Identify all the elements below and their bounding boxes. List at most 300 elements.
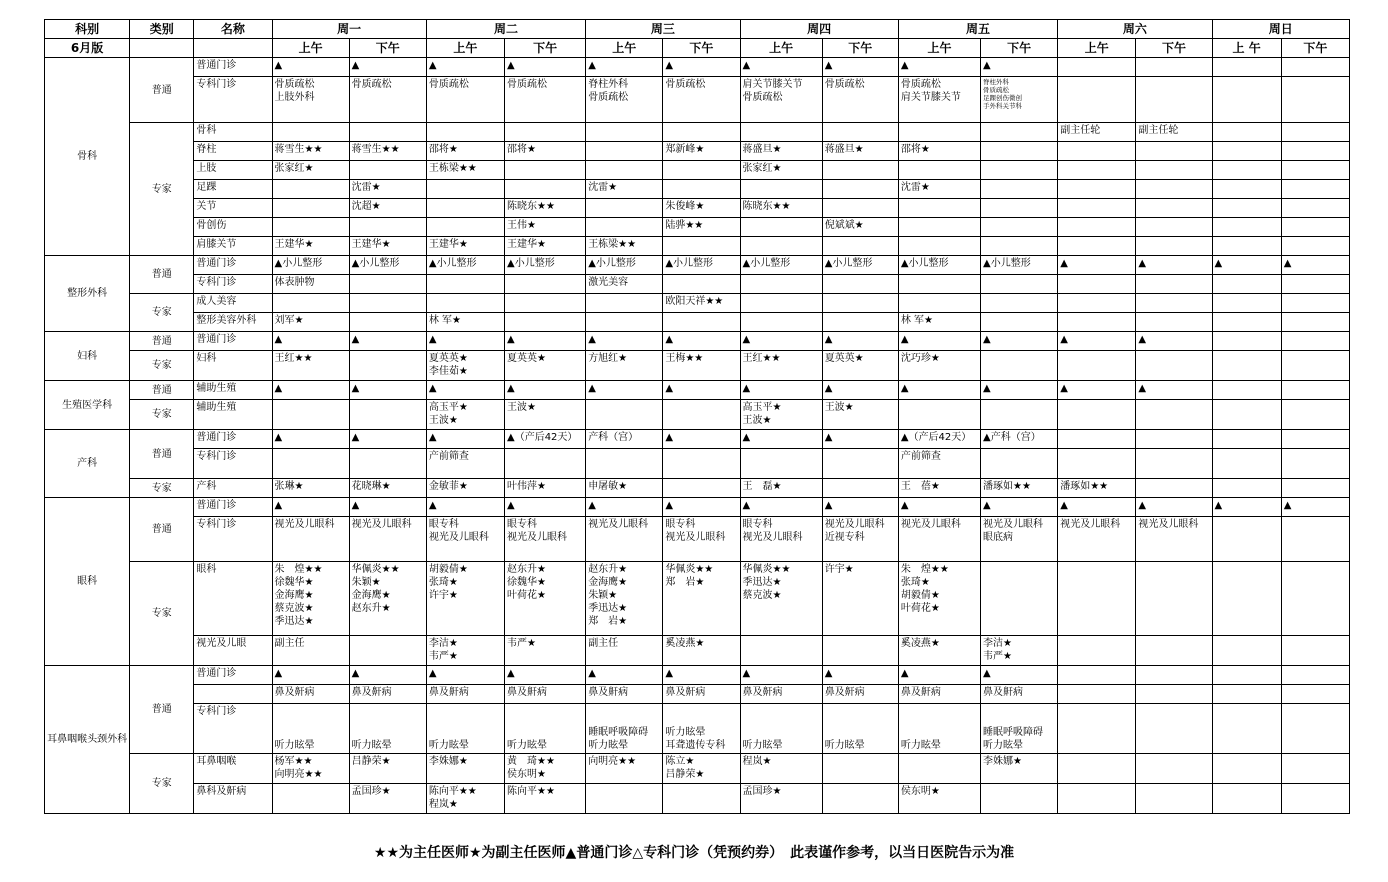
schedule-cell: ▲ — [349, 332, 426, 351]
schedule-cell: 鼻及鼾病 — [898, 685, 980, 704]
schedule-cell: 王红★★ — [272, 351, 349, 381]
schedule-cell: 听力眩晕 — [822, 704, 898, 754]
schedule-cell: 王红★★ — [740, 351, 822, 381]
schedule-cell: 听力眩晕 — [426, 704, 504, 754]
table-row — [45, 351, 1350, 381]
clinic-name-cell: 专科门诊 — [194, 704, 272, 754]
schedule-cell: ▲小儿整形 — [740, 256, 822, 275]
header-category: 类别 — [130, 20, 194, 39]
schedule-cell: ▲ — [1058, 381, 1136, 400]
clinic-name-cell: 耳鼻咽喉 — [194, 754, 272, 784]
schedule-cell — [1058, 180, 1136, 199]
schedule-cell: 视光及儿眼科 — [898, 517, 980, 562]
schedule-cell: 脊柱外科 骨质疏松 — [586, 77, 663, 123]
schedule-cell: ▲ — [272, 381, 349, 400]
schedule-cell: ▲ — [822, 381, 898, 400]
clinic-name-cell: 辅助生殖 — [194, 400, 272, 430]
schedule-cell: 王建华★ — [426, 237, 504, 256]
schedule-cell — [822, 449, 898, 479]
schedule-cell: ▲ — [586, 58, 663, 77]
schedule-cell — [349, 294, 426, 313]
schedule-cell: 鼻及鼾病 — [586, 685, 663, 704]
schedule-cell — [822, 123, 898, 142]
schedule-cell: 陈晓东★★ — [740, 199, 822, 218]
table-row — [45, 479, 1350, 498]
schedule-cell: 侯东明★ — [898, 784, 980, 814]
clinic-name-cell — [194, 685, 272, 704]
schedule-cell: 鼻及鼾病 — [822, 685, 898, 704]
schedule-cell — [898, 218, 980, 237]
schedule-cell — [505, 294, 586, 313]
category-cell: 普通 — [130, 498, 194, 562]
schedule-cell: ▲ — [740, 666, 822, 685]
schedule-cell — [740, 313, 822, 332]
schedule-cell — [1212, 479, 1281, 498]
schedule-cell: ▲ — [1136, 256, 1212, 275]
schedule-cell — [740, 275, 822, 294]
schedule-cell: 胡毅倩★ 张琦★ 许宇★ — [426, 562, 504, 636]
schedule-cell — [1058, 704, 1136, 754]
schedule-cell: 张家红★ — [272, 161, 349, 180]
schedule-cell: 鼻及鼾病 — [981, 685, 1058, 704]
schedule-cell: 视光及儿眼科 — [272, 517, 349, 562]
schedule-cell — [898, 754, 980, 784]
schedule-cell: 吕静荣★ — [349, 754, 426, 784]
schedule-cell: ▲ — [1281, 256, 1349, 275]
schedule-cell — [1212, 430, 1281, 449]
schedule-cell — [981, 400, 1058, 430]
schedule-cell: 视光及儿眼科 近视专科 — [822, 517, 898, 562]
schedule-cell — [663, 161, 740, 180]
schedule-cell: 陈向平★★ 程岚★ — [426, 784, 504, 814]
schedule-cell — [1212, 199, 1281, 218]
schedule-cell: 陈晓东★★ — [505, 199, 586, 218]
schedule-cell — [272, 449, 349, 479]
clinic-name-cell: 眼科 — [194, 562, 272, 636]
schedule-cell — [1281, 381, 1349, 400]
category-cell: 专家 — [130, 479, 194, 498]
schedule-cell: ▲ — [663, 498, 740, 517]
table-row — [45, 784, 1350, 814]
schedule-cell: ▲ — [822, 498, 898, 517]
table-row — [45, 400, 1350, 430]
schedule-cell: ▲ — [822, 430, 898, 449]
schedule-cell — [981, 784, 1058, 814]
schedule-cell — [1281, 77, 1349, 123]
clinic-name-cell: 普通门诊 — [194, 430, 272, 449]
clinic-name-cell: 鼻科及鼾病 — [194, 784, 272, 814]
schedule-cell — [1212, 275, 1281, 294]
schedule-cell: ▲ — [505, 381, 586, 400]
schedule-cell — [981, 275, 1058, 294]
schedule-cell — [981, 313, 1058, 332]
schedule-cell — [1058, 77, 1136, 123]
schedule-cell: 申屠敏★ — [586, 479, 663, 498]
schedule-cell — [1058, 562, 1136, 636]
schedule-cell: 骨质疏松 — [822, 77, 898, 123]
schedule-cell: ▲ — [426, 332, 504, 351]
schedule-cell — [1212, 123, 1281, 142]
schedule-cell — [1212, 449, 1281, 479]
schedule-cell — [1136, 142, 1212, 161]
header-name: 名称 — [194, 20, 272, 39]
schedule-cell: 程岚★ — [740, 754, 822, 784]
schedule-cell: 花晓琳★ — [349, 479, 426, 498]
table-row — [45, 685, 1350, 704]
schedule-cell — [740, 237, 822, 256]
schedule-cell: 李洁★ 韦严★ — [426, 636, 504, 666]
schedule-cell: 骨质疏松 — [505, 77, 586, 123]
schedule-cell — [349, 400, 426, 430]
schedule-cell — [898, 275, 980, 294]
schedule-cell: 黄 琦★★ 侯东明★ — [505, 754, 586, 784]
schedule-cell: ▲ — [586, 498, 663, 517]
clinic-name-cell: 整形美容外科 — [194, 313, 272, 332]
schedule-cell: 郑新峰★ — [663, 142, 740, 161]
dept-name-cell: 生殖医学科 — [45, 381, 130, 430]
header-day-fri: 周五 — [898, 20, 1057, 39]
schedule-cell: 夏英英★ — [505, 351, 586, 381]
schedule-cell — [272, 123, 349, 142]
schedule-cell — [740, 180, 822, 199]
schedule-cell: ▲ — [426, 430, 504, 449]
schedule-cell — [426, 123, 504, 142]
schedule-cell — [1058, 161, 1136, 180]
schedule-cell: ▲ — [981, 58, 1058, 77]
schedule-cell — [586, 449, 663, 479]
schedule-cell — [505, 313, 586, 332]
schedule-cell — [981, 180, 1058, 199]
schedule-cell — [822, 754, 898, 784]
schedule-cell — [1281, 123, 1349, 142]
schedule-cell: 张家红★ — [740, 161, 822, 180]
schedule-cell — [663, 123, 740, 142]
schedule-cell — [1281, 704, 1349, 754]
schedule-cell: 视光及儿眼科 — [1136, 517, 1212, 562]
schedule-cell — [1281, 161, 1349, 180]
schedule-cell: 许宇★ — [822, 562, 898, 636]
schedule-cell: 王栋梁★★ — [586, 237, 663, 256]
schedule-cell: 脊柱外科 骨质疏松 足踝创伤微创 手外科关节科 — [981, 77, 1058, 123]
header-period: 下午 — [822, 39, 898, 58]
clinic-name-cell: 普通门诊 — [194, 58, 272, 77]
clinic-name-cell: 关节 — [194, 199, 272, 218]
schedule-cell — [1136, 562, 1212, 636]
schedule-cell — [1212, 237, 1281, 256]
schedule-cell: 沈巧珍★ — [898, 351, 980, 381]
schedule-cell: 副主任轮 — [1058, 123, 1136, 142]
schedule-cell — [1058, 58, 1136, 77]
schedule-cell — [272, 199, 349, 218]
schedule-cell: ▲小儿整形 — [349, 256, 426, 275]
table-row — [45, 332, 1350, 351]
schedule-cell: 刘军★ — [272, 313, 349, 332]
schedule-cell: 邵将★ — [898, 142, 980, 161]
dept-name-cell: 眼科 — [45, 498, 130, 666]
schedule-cell: 蒋雪生★★ — [272, 142, 349, 161]
header-period: 下午 — [505, 39, 586, 58]
header-period: 上午 — [272, 39, 349, 58]
schedule-cell: ▲ — [663, 58, 740, 77]
schedule-cell: 副主任 — [272, 636, 349, 666]
clinic-name-cell: 普通门诊 — [194, 256, 272, 275]
clinic-name-cell: 专科门诊 — [194, 77, 272, 123]
schedule-cell: 王栋梁★★ — [426, 161, 504, 180]
schedule-cell — [981, 123, 1058, 142]
table-row — [45, 256, 1350, 275]
dept-name-cell: 产科 — [45, 430, 130, 498]
schedule-cell — [981, 562, 1058, 636]
schedule-cell: 张琳★ — [272, 479, 349, 498]
table-row — [45, 754, 1350, 784]
schedule-cell — [663, 237, 740, 256]
schedule-cell: 鼻及鼾病 — [272, 685, 349, 704]
schedule-cell: ▲小儿整形 — [981, 256, 1058, 275]
schedule-cell: ▲ — [898, 381, 980, 400]
schedule-cell — [1212, 351, 1281, 381]
schedule-cell: 奚凌燕★ — [898, 636, 980, 666]
schedule-cell: ▲ — [740, 58, 822, 77]
schedule-cell — [1212, 666, 1281, 685]
clinic-name-cell: 肩膝关节 — [194, 237, 272, 256]
schedule-cell — [349, 449, 426, 479]
schedule-cell: 林 军★ — [898, 313, 980, 332]
schedule-cell — [1281, 351, 1349, 381]
schedule-cell — [663, 449, 740, 479]
schedule-cell — [898, 237, 980, 256]
schedule-cell: 副主任 — [586, 636, 663, 666]
table-row — [45, 666, 1350, 685]
schedule-cell: 华佩炎★★ 朱颖★ 金海鹰★ 赵东升★ — [349, 562, 426, 636]
schedule-cell: ▲ — [822, 58, 898, 77]
schedule-cell: 杨军★★ 向明亮★★ — [272, 754, 349, 784]
schedule-cell: 副主任轮 — [1136, 123, 1212, 142]
schedule-cell: ▲ — [586, 381, 663, 400]
schedule-cell: ▲小儿整形 — [586, 256, 663, 275]
schedule-cell — [1136, 275, 1212, 294]
schedule-cell: 睡眠呼吸障碍 听力眩晕 — [586, 704, 663, 754]
schedule-cell — [1281, 479, 1349, 498]
schedule-cell: ▲ — [740, 381, 822, 400]
schedule-cell: 邵将★ — [426, 142, 504, 161]
schedule-cell — [1212, 517, 1281, 562]
schedule-cell: ▲ — [1212, 256, 1281, 275]
schedule-cell — [426, 294, 504, 313]
schedule-cell — [1058, 294, 1136, 313]
schedule-cell — [981, 218, 1058, 237]
schedule-cell — [1281, 294, 1349, 313]
schedule-cell — [1058, 430, 1136, 449]
legend-note: ★★为主任医师★为副主任医师▲普通门诊△专科门诊（凭预约券） 此表谨作参考，以当日医院告示为准 — [373, 845, 1015, 861]
schedule-cell: 听力眩晕 — [349, 704, 426, 754]
clinic-name-cell: 普通门诊 — [194, 332, 272, 351]
category-cell: 专家 — [130, 754, 194, 814]
schedule-cell — [663, 784, 740, 814]
schedule-cell: 孟国珍★ — [740, 784, 822, 814]
schedule-cell — [822, 294, 898, 313]
schedule-cell — [740, 218, 822, 237]
category-cell: 专家 — [130, 123, 194, 256]
schedule-cell — [1212, 562, 1281, 636]
schedule-cell — [981, 351, 1058, 381]
schedule-cell: ▲ — [586, 666, 663, 685]
schedule-cell: 赵东升★ 徐魏华★ 叶荷花★ — [505, 562, 586, 636]
schedule-cell: 蒋盛旦★ — [822, 142, 898, 161]
schedule-cell: ▲ — [898, 666, 980, 685]
schedule-cell — [1136, 479, 1212, 498]
schedule-cell — [822, 313, 898, 332]
schedule-cell: ▲ — [822, 666, 898, 685]
schedule-cell: 蒋盛旦★ — [740, 142, 822, 161]
schedule-cell — [898, 400, 980, 430]
schedule-cell: 王梅★★ — [663, 351, 740, 381]
table-row — [45, 294, 1350, 313]
category-cell: 普通 — [130, 332, 194, 351]
schedule-cell — [586, 218, 663, 237]
category-cell: 专家 — [130, 294, 194, 332]
header-row-days — [45, 20, 1350, 39]
schedule-cell: ▲ — [663, 332, 740, 351]
schedule-cell: 孟国珍★ — [349, 784, 426, 814]
schedule-cell — [272, 218, 349, 237]
schedule-cell — [740, 294, 822, 313]
schedule-cell — [740, 636, 822, 666]
schedule-cell: 体表肿物 — [272, 275, 349, 294]
clinic-name-cell: 脊柱 — [194, 142, 272, 161]
schedule-cell: 视光及儿眼科 — [349, 517, 426, 562]
schedule-cell: 睡眠呼吸障碍 听力眩晕 — [981, 704, 1058, 754]
schedule-cell — [1281, 449, 1349, 479]
schedule-cell — [1136, 77, 1212, 123]
schedule-cell — [426, 218, 504, 237]
clinic-name-cell: 辅助生殖 — [194, 381, 272, 400]
schedule-cell: ▲ — [1058, 256, 1136, 275]
schedule-cell: ▲ — [898, 332, 980, 351]
schedule-cell — [272, 180, 349, 199]
schedule-cell: ▲ — [1136, 332, 1212, 351]
table-row — [45, 449, 1350, 479]
clinic-name-cell: 产科 — [194, 479, 272, 498]
schedule-cell: 潘琢如★★ — [1058, 479, 1136, 498]
schedule-cell: ▲产科（宫） — [981, 430, 1058, 449]
schedule-cell: 潘琢如★★ — [981, 479, 1058, 498]
schedule-cell — [349, 275, 426, 294]
schedule-cell — [1136, 636, 1212, 666]
schedule-cell: 邵将★ — [505, 142, 586, 161]
schedule-cell: ▲（产后42天） — [898, 430, 980, 449]
schedule-cell — [1212, 704, 1281, 754]
clinic-name-cell: 专科门诊 — [194, 517, 272, 562]
schedule-cell: ▲ — [981, 666, 1058, 685]
schedule-cell: 华佩炎★★ 郑 岩★ — [663, 562, 740, 636]
dept-name-cell: 妇科 — [45, 332, 130, 381]
clinic-name-cell: 骨创伤 — [194, 218, 272, 237]
schedule-cell — [426, 199, 504, 218]
schedule-cell — [1212, 142, 1281, 161]
schedule-cell: 李姝娜★ — [981, 754, 1058, 784]
schedule-cell: 视光及儿眼科 眼底病 — [981, 517, 1058, 562]
schedule-cell — [1281, 685, 1349, 704]
schedule-cell — [1212, 400, 1281, 430]
header-day-sat: 周六 — [1058, 20, 1212, 39]
schedule-cell — [586, 199, 663, 218]
schedule-cell: 王 磊★ — [740, 479, 822, 498]
schedule-cell: ▲小儿整形 — [505, 256, 586, 275]
schedule-cell — [822, 275, 898, 294]
schedule-cell: 眼专科 视光及儿眼科 — [426, 517, 504, 562]
schedule-cell — [822, 479, 898, 498]
schedule-cell — [1281, 237, 1349, 256]
schedule-cell — [1136, 666, 1212, 685]
schedule-cell — [349, 313, 426, 332]
header-period: 上午 — [898, 39, 980, 58]
schedule-cell: 沈雷★ — [586, 180, 663, 199]
schedule-cell: ▲ — [1136, 498, 1212, 517]
schedule-cell — [1281, 636, 1349, 666]
schedule-cell: 视光及儿眼科 — [586, 517, 663, 562]
header-blank — [130, 39, 194, 58]
schedule-cell — [1212, 381, 1281, 400]
header-row-periods — [45, 39, 1350, 58]
schedule-cell: 夏英英★ 李佳茹★ — [426, 351, 504, 381]
schedule-cell — [981, 449, 1058, 479]
schedule-cell — [898, 161, 980, 180]
schedule-cell: 朱俊峰★ — [663, 199, 740, 218]
category-cell: 普通 — [130, 256, 194, 294]
schedule-cell: ▲ — [663, 666, 740, 685]
schedule-cell — [586, 142, 663, 161]
header-blank — [194, 39, 272, 58]
schedule-cell — [505, 180, 586, 199]
schedule-cell: ▲ — [272, 332, 349, 351]
header-version: 6月版 — [45, 39, 130, 58]
schedule-cell: ▲ — [822, 332, 898, 351]
schedule-cell: 沈雷★ — [898, 180, 980, 199]
schedule-cell — [586, 784, 663, 814]
schedule-cell: ▲ — [426, 58, 504, 77]
schedule-cell — [1212, 180, 1281, 199]
schedule-cell: 骨质疏松 肩关节膝关节 — [898, 77, 980, 123]
schedule-cell: ▲ — [349, 666, 426, 685]
header-period: 下午 — [1136, 39, 1212, 58]
schedule-cell: ▲ — [272, 498, 349, 517]
schedule-cell — [1136, 161, 1212, 180]
header-day-mon: 周一 — [272, 20, 426, 39]
schedule-cell: ▲ — [1136, 381, 1212, 400]
schedule-cell: 听力眩晕 耳聋遗传专科 — [663, 704, 740, 754]
schedule-cell: 王 蓓★ — [898, 479, 980, 498]
schedule-cell: 听力眩晕 — [272, 704, 349, 754]
schedule-cell — [663, 275, 740, 294]
table-row — [45, 161, 1350, 180]
schedule-cell — [1136, 313, 1212, 332]
schedule-cell — [1136, 237, 1212, 256]
schedule-cell: 眼专科 视光及儿眼科 — [740, 517, 822, 562]
schedule-cell — [822, 199, 898, 218]
schedule-cell: 鼻及鼾病 — [505, 685, 586, 704]
schedule-cell: 欧阳天祥★★ — [663, 294, 740, 313]
schedule-cell — [586, 313, 663, 332]
schedule-cell: 高玉平★ 王波★ — [740, 400, 822, 430]
schedule-cell — [1058, 400, 1136, 430]
table-row — [45, 430, 1350, 449]
schedule-cell — [1212, 58, 1281, 77]
schedule-cell — [822, 161, 898, 180]
schedule-cell — [1281, 332, 1349, 351]
schedule-cell: 骨质疏松 — [349, 77, 426, 123]
schedule-cell: ▲ — [505, 58, 586, 77]
schedule-cell: ▲ — [740, 430, 822, 449]
